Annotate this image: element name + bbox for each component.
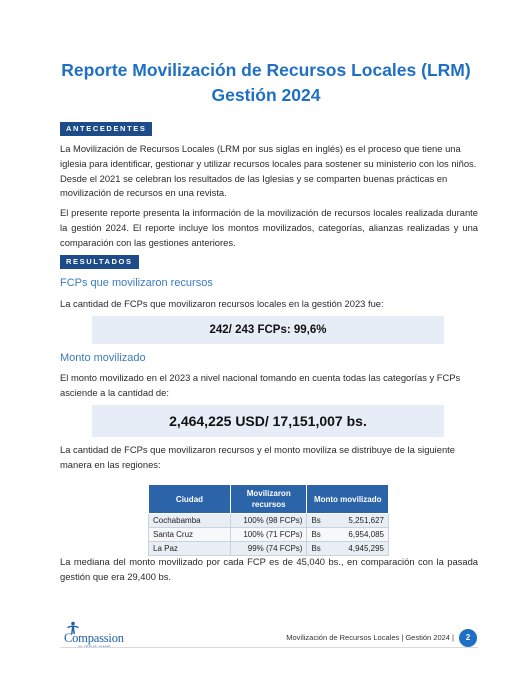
footer-divider <box>60 647 478 648</box>
table-cell-movilizaron: 100% (98 FCPs) <box>230 514 307 528</box>
section-label-resultados: RESULTADOS <box>60 255 139 269</box>
report-title <box>40 58 492 108</box>
regions-table <box>148 484 389 556</box>
amount-value: 5,251,627 <box>348 516 384 525</box>
monto-text: El monto movilizado en el 2023 a nivel nacional tomando en cuenta todas las categorías y FCPs asciende a la cantidad de: <box>60 372 461 398</box>
fcp-text: La cantidad de FCPs que movilizaron recursos locales en la gestión 2023 fue: <box>60 298 384 309</box>
monto-highlight-value: 2,464,225 USD/ 17,151,007 bs. <box>169 413 367 429</box>
table-row <box>149 528 389 542</box>
table-cell-movilizaron: 99% (74 FCPs) <box>230 542 307 556</box>
fcp-highlight-box <box>92 316 444 344</box>
table-cell-monto <box>307 528 389 542</box>
table-row <box>149 514 389 528</box>
table-header-monto: Monto movilizado <box>307 485 389 514</box>
currency-label: Bs <box>311 516 321 525</box>
table-header-movilizaron: Movilizaron recursos <box>230 485 307 514</box>
fcp-heading: FCPs que movilizaron recursos <box>60 277 213 289</box>
antecedentes-paragraph-1: La Movilización de Recursos Locales (LRM por sus siglas en inglés) es el proceso que tiene una iglesia para identificar, gestionar y utilizar recursos locales para sostener su ministerio con los niños. Desde el 2021 se celebran los resultados de las Iglesias y se comparten buenas prácticas en movilización de recursos en una revista. <box>60 143 477 199</box>
monto-highlight-box <box>92 405 444 437</box>
table-cell-ciudad: La Paz <box>149 542 231 556</box>
distribution-text: La cantidad de FCPs que movilizaron recursos y el monto moviliza se distribuye de la siguiente manera en las regiones: <box>60 444 455 470</box>
amount-value: 4,945,295 <box>348 544 384 553</box>
report-title-line2: Gestión 2024 <box>211 85 321 105</box>
fcp-highlight-value: 242/ 243 FCPs: 99,6% <box>209 324 327 336</box>
report-title-line1: Reporte Movilización de Recursos Locales (LRM) <box>61 60 471 80</box>
section-label-antecedentes: ANTECEDENTES <box>60 122 152 136</box>
mediana-text: La mediana del monto movilizado por cada FCP es de 45,040 bs., en comparación con la pasada gestión que era 29,400 bs. <box>60 556 478 582</box>
table-cell-ciudad: Cochabamba <box>149 514 231 528</box>
table-cell-ciudad: Santa Cruz <box>149 528 231 542</box>
logo-wordmark: Compassion <box>64 631 124 645</box>
currency-label: Bs <box>311 544 321 553</box>
monto-heading: Monto movilizado <box>60 352 146 364</box>
table-cell-movilizaron: 100% (71 FCPs) <box>230 528 307 542</box>
table-header-ciudad: Ciudad <box>149 485 231 514</box>
currency-label: Bs <box>311 530 321 539</box>
table-row <box>149 542 389 556</box>
page-number-badge: 2 <box>459 629 477 647</box>
table-header-row <box>149 485 389 514</box>
amount-value: 6,954,085 <box>348 530 384 539</box>
antecedentes-paragraph-2: El presente reporte presenta la información de la movilización de recursos locales realizada durante la gestión 2024. El reporte incluye los montos movilizados, categorías, alianzas realizadas y una comparación con las gestiones anteriores. <box>60 207 478 248</box>
footer-text: Movilización de Recursos Locales | Gestión 2024 | <box>286 633 454 642</box>
table-cell-monto <box>307 514 389 528</box>
table-cell-monto <box>307 542 389 556</box>
